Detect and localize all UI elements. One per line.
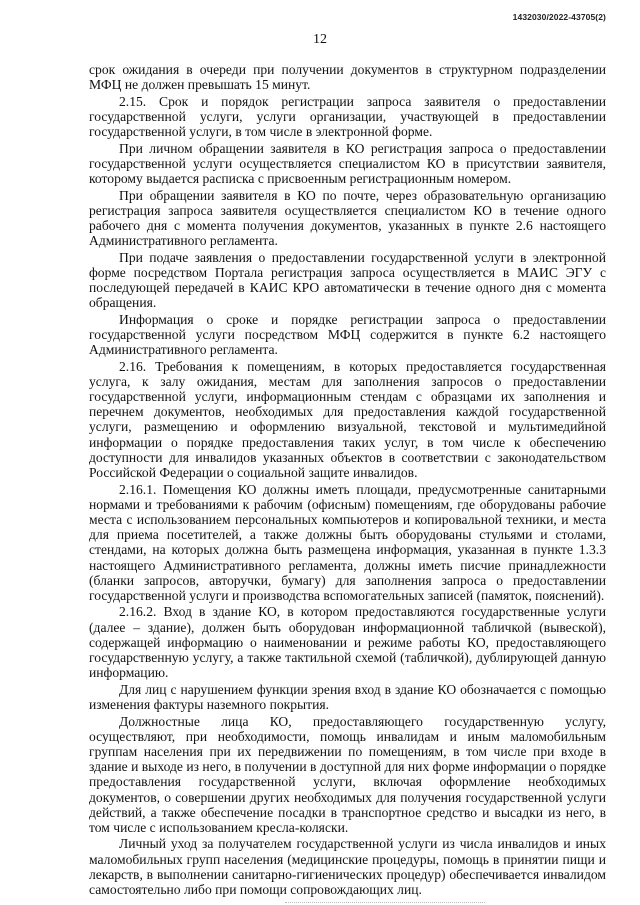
paragraph: срок ожидания в очереди при получении документов в структурном подразделении МФЦ не должен превышать 15 минут.: [89, 62, 606, 93]
document-body: [89, 62, 606, 899]
paragraph: Личный уход за получателем государственной услуги из числа инвалидов и иных маломобильных групп населения (медицинские процедуры, помощь в принятии пищи и лекарств, в выполнении санитарно-гигиенических процедур) обеспечивается инвалидом самостоятельно либо при помощи сопровождающих лиц.: [89, 836, 606, 898]
footer-divider: [285, 902, 485, 903]
paragraph: При обращении заявителя в КО по почте, через образовательную организацию регистрация запроса заявителя осуществляется специалистом КО в течение одного рабочего дня с момента получения документов, указанных в пункте 2.6 настоящего Административного регламента.: [89, 187, 606, 249]
paragraph: 2.16.2. Вход в здание КО, в котором предоставляются государственные услуги (далее – здание), должен быть оборудован информационной табличкой (вывеской), содержащей информацию о наименовании и режиме работы КО, предоставляющего государственную услугу, а также тактильной схемой (табличкой), дублирующей данную информацию.: [89, 604, 606, 681]
paragraph: 2.15. Срок и порядок регистрации запроса заявителя о предоставлении государственной услуги, услуги организации, участвующей в предоставлении государственной услуги, в том числе в электронной форме.: [89, 93, 606, 140]
page-number: 12: [313, 32, 327, 47]
paragraph: При подаче заявления о предоставлении государственной услуги в электронной форме посредством Портала регистрация запроса осуществляется в МАИС ЭГУ с последующей передачей в КАИС КРО автоматически в течение одного дня с момента обращения.: [89, 249, 606, 311]
paragraph: Для лиц с нарушением функции зрения вход в здание КО обозначается с помощью изменения фактуры наземного покрытия.: [89, 681, 606, 712]
paragraph: 2.16.1. Помещения КО должны иметь площади, предусмотренные санитарными нормами и требованиями к рабочим (офисным) помещениям, где оборудованы рабочие места с использованием персональных компьютеров и копировальной техники, и места для приема посетителей, а также должны быть оборудованы стульями и столами, стендами, на которых должна быть размещена информация, указанная в пункте 1.3.3 настоящего Административного регламента, должны иметь писчие принадлежности (бланки запросов, авторучки, бумагу) для заполнения запроса о предоставлении государственной услуги и производства вспомогательных записей (памяток, пояснений).: [89, 481, 606, 603]
paragraph: Информация о сроке и порядке регистрации запроса о предоставлении государственной услуги посредством МФЦ содержится в пункте 6.2 настоящего Административного регламента.: [89, 311, 606, 358]
paragraph: При личном обращении заявителя в КО регистрация запроса о предоставлении государственной услуги осуществляется специалистом КО в присутствии заявителя, которому выдается расписка с присвоенным регистрационным номером.: [89, 140, 606, 187]
paragraph: 2.16. Требования к помещениям, в которых предоставляется государственная услуга, к залу ожидания, местам для заполнения запросов о предоставлении государственной услуги, информационным стендам с образцами их заполнения и перечнем документов, необходимых для предоставления каждой государственной услуги, размещению и оформлению визуальной, текстовой и мультимедийной информации о порядке предоставления таких услуг, в том числе к обеспечению доступности для инвалидов указанных объектов в соответствии с законодательством Российской Федерации о социальной защите инвалидов.: [89, 358, 606, 481]
document-registration-number: 1432030/2022-43705(2): [512, 12, 606, 22]
paragraph: Должностные лица КО, предоставляющего государственную услугу, осуществляют, при необходимости, помощь инвалидам и иным маломобильным группам населения при их передвижении по помещениям, в том числе при входе в здание и выходе из него, в получении в доступной для них форме информации о порядке предоставления государственной услуги, включая оформление необходимых документов, о совершении других необходимых для получения государственной услуги действий, а также обеспечение посадки в транспортное средство и высадки из него, в том числе с использованием кресла-коляски.: [89, 713, 606, 835]
